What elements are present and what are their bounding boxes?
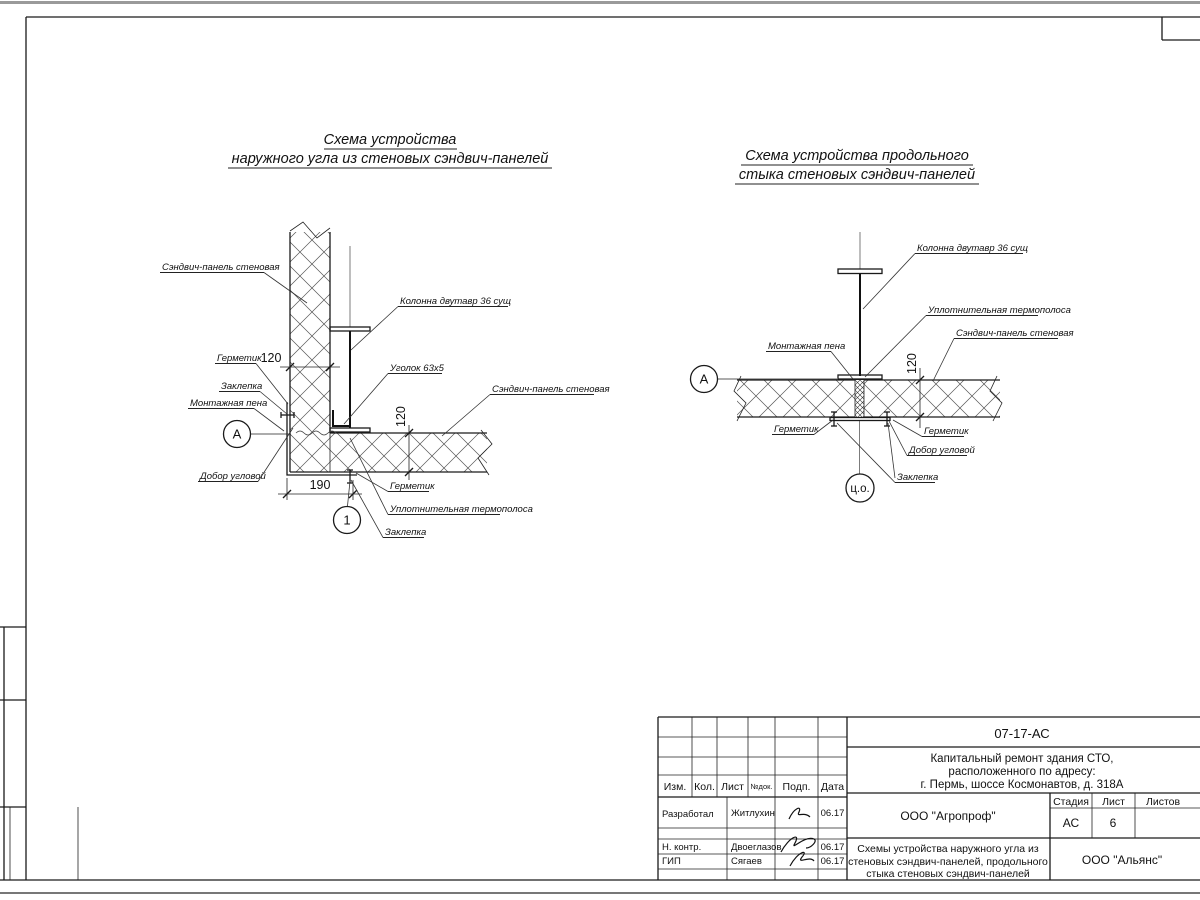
sheets-label: Листов: [1145, 796, 1181, 808]
left-diagram-title-line1: Схема устройства: [323, 132, 457, 148]
column-i-beam: [838, 232, 882, 379]
sheet-label: Лист: [1102, 796, 1125, 808]
outer-corner-diagram: [160, 222, 610, 538]
col-izm: Изм.: [663, 781, 687, 793]
label-foam: Монтажная пена: [768, 341, 846, 352]
wall-panel-horizontal: [330, 433, 487, 472]
name-ncontrol: Двоеглазов: [731, 842, 782, 853]
signature-developed: [789, 808, 810, 819]
role-ncontrol: Н. контр.: [662, 842, 702, 853]
wall-panel-vertical: [290, 232, 330, 472]
role-gip: ГИП: [662, 856, 681, 867]
axis-marker-a: [224, 421, 291, 448]
label-sealant-top: Герметик: [217, 353, 262, 364]
svg-text:ц.о.: ц.о.: [850, 483, 870, 495]
label-panel-right: Сэндвич-панель стеновая: [492, 384, 610, 395]
signature-gip: [790, 852, 814, 866]
svg-text:120: 120: [394, 406, 408, 427]
date-gip: 06.17: [820, 856, 845, 867]
node-marker-1: [334, 481, 361, 534]
right-diagram-title-line2: стыка стеновых сэндвич-панелей: [738, 167, 976, 183]
center-marker: [846, 421, 874, 502]
doc-number: 07-17-АС: [994, 726, 1050, 741]
joint-thermo-strip: [855, 380, 864, 417]
right-diagram-labels: [766, 243, 1074, 483]
diagram-titles: [228, 132, 979, 184]
label-panel: Сэндвич-панель стеновая: [162, 262, 280, 273]
svg-text:А: А: [699, 371, 709, 387]
label-rivet: Заклепка: [897, 472, 939, 483]
svg-text:120: 120: [905, 353, 919, 374]
label-thermo-strip: Уплотнительная термополоса: [390, 504, 533, 515]
sheet-title-line1: Схемы устройства наружного угла из: [857, 843, 1039, 855]
label-panel: Сэндвич-панель стеновая: [956, 328, 1074, 339]
wall-panel: [737, 380, 1000, 417]
left-diagram-labels: [160, 262, 610, 538]
svg-text:А: А: [232, 426, 242, 442]
label-foam: Монтажная пена: [190, 398, 268, 409]
label-corner-trim: Добор угловой: [909, 445, 975, 456]
joint-trim-flashing: [830, 418, 890, 421]
org-contractor: ООО "Альянс": [1081, 853, 1163, 867]
label-sealant-left: Герметик: [774, 424, 819, 435]
label-column: Колонна двутавр 36 сущ: [917, 243, 1028, 254]
title-block: [658, 717, 1200, 880]
stage-value: АС: [1062, 816, 1080, 830]
right-diagram-title-line1: Схема устройства продольного: [745, 148, 969, 164]
date-developed: 06.17: [820, 808, 845, 819]
label-thermo-strip: Уплотнительная термополоса: [928, 305, 1071, 316]
col-data: Дата: [820, 781, 845, 793]
project-line3: г. Пермь, шоссе Космонавтов, д. 318А: [920, 779, 1124, 791]
col-list: Лист: [721, 781, 744, 793]
project-line2: расположенного по адресу:: [948, 766, 1096, 778]
label-sealant-bottom: Герметик: [390, 481, 435, 492]
role-developed: Разработал: [662, 809, 714, 820]
col-ndok: №док.: [750, 782, 773, 791]
svg-text:120: 120: [260, 351, 282, 365]
column-i-beam: [330, 246, 370, 432]
label-corner-trim: Добор угловой: [200, 471, 266, 482]
col-podp: Подп.: [782, 781, 811, 793]
label-rivet-left: Заклепка: [221, 381, 263, 392]
left-margin-stamp: [0, 627, 78, 880]
sheet-value: 6: [1109, 816, 1117, 830]
svg-text:1: 1: [343, 512, 351, 528]
sheet-title-line2: стеновых сэндвич-панелей, продольного: [848, 856, 1048, 868]
corner-stamp-box: [1162, 17, 1200, 40]
left-diagram-title-line2: наружного угла из стеновых сэндвич-панелей: [231, 151, 549, 167]
label-angle: Уголок 63х5: [390, 363, 444, 374]
name-gip: Сягаев: [731, 856, 762, 867]
stage-label: Стадия: [1053, 796, 1089, 808]
name-developed: Житлухин: [731, 808, 775, 819]
svg-text:190: 190: [309, 478, 331, 492]
label-column: Колонна двутавр 36 сущ: [400, 296, 511, 307]
longitudinal-joint-diagram: [691, 232, 1074, 502]
sheet-title-line3: стыка стеновых сэндвич-панелей: [866, 868, 1030, 880]
label-rivet-bottom: Заклепка: [385, 527, 427, 538]
project-line1: Капитальный ремонт здания СТО,: [930, 753, 1114, 765]
label-sealant-right: Герметик: [924, 426, 969, 437]
date-ncontrol: 06.17: [820, 842, 845, 853]
org-design: ООО "Агропроф": [900, 809, 996, 823]
col-kol: Кол.: [694, 781, 715, 793]
steel-angle: [333, 410, 350, 426]
